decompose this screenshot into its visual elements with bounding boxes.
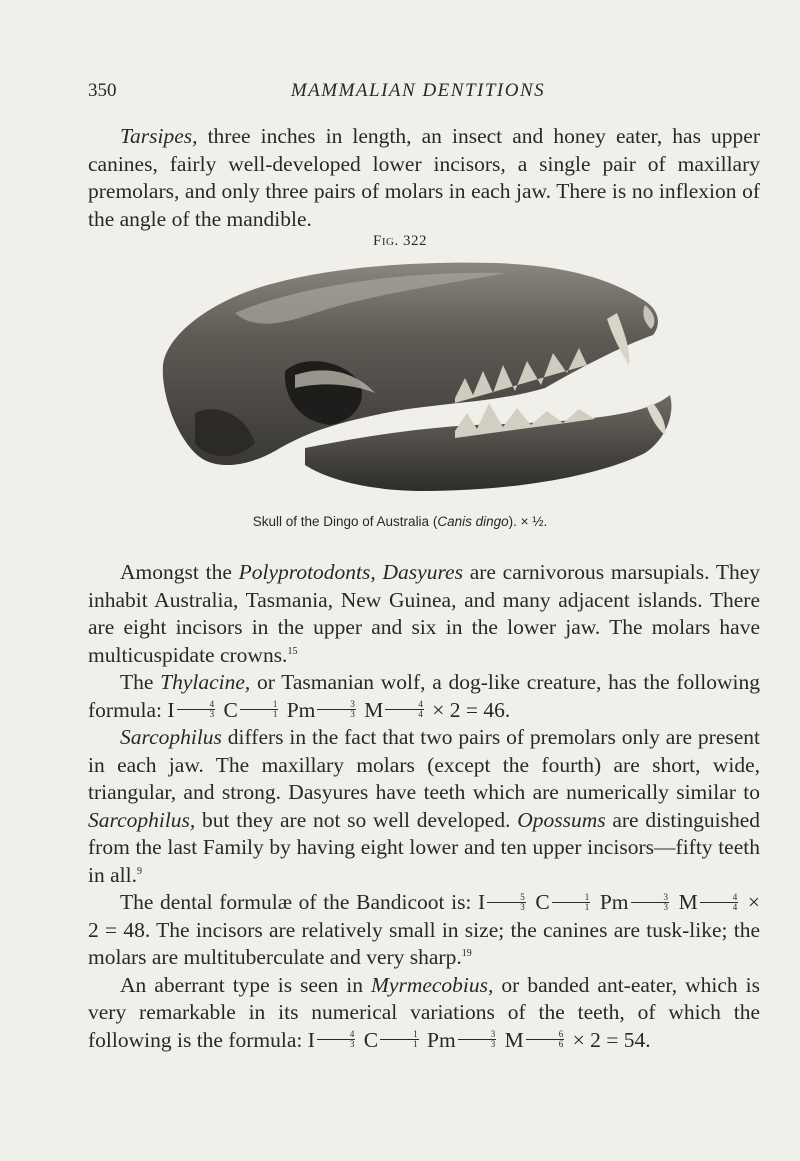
formula-lower: 3: [349, 1039, 355, 1050]
formula-lower: 3: [209, 709, 215, 720]
formula-lower: 4: [418, 709, 423, 720]
formula-canine-label: C: [535, 890, 550, 914]
formula-total: × 2 = 48.: [88, 890, 761, 942]
figure-label: Fig. 322: [373, 233, 427, 249]
formula-canine-label: C: [223, 697, 238, 722]
taxon-opossums: Opossums: [517, 807, 606, 832]
dental-formula: [167, 698, 510, 722]
text-run: Amongst the: [120, 560, 239, 584]
formula-lower: 3: [520, 901, 525, 912]
formula-premolar-label: Pm: [427, 1027, 456, 1052]
formula-lower: 1: [413, 1039, 418, 1050]
formula-lower: 3: [490, 1039, 496, 1050]
formula-fraction: [552, 893, 591, 912]
taxon-myrmecobius: Myrmecobius,: [371, 972, 494, 997]
formula-incisor-label: I: [478, 890, 486, 914]
paragraph-polyprotodonts: [88, 559, 760, 669]
formula-lower: 3: [663, 901, 668, 912]
formula-premolar-label: Pm: [599, 890, 629, 914]
text-run: differs in the fact that two pairs of premolars only are present in each jaw. The maxillary molars (except the fourth) are short, wide, triangular, and strong. Dasyures have teeth which are numerically similar to: [88, 725, 760, 804]
formula-fraction: [526, 1030, 565, 1049]
formula-lower: 1: [584, 901, 590, 912]
formula-upper: 3: [631, 893, 670, 903]
formula-fraction: [631, 893, 670, 912]
caption-text-1: Skull of the Dingo of Australia (: [252, 514, 438, 529]
formula-premolar-label: Pm: [286, 697, 316, 722]
formula-lower: 1: [272, 709, 278, 720]
running-header: [88, 80, 748, 110]
formula-fraction: [177, 700, 216, 719]
formula-upper: 6: [526, 1030, 565, 1040]
taxon-polyprotodonts: Polyprotodonts, Dasyures: [238, 560, 463, 584]
formula-canine-label: C: [363, 1027, 379, 1052]
formula-fraction: [458, 1030, 497, 1049]
taxon-thylacine: Thylacine,: [160, 670, 251, 694]
text-run: or Tasmanian wolf, a dog-like creature, has the following formula:: [88, 670, 760, 722]
intro-text: three inches in length, an insect and honey eater, has upper canines, fairly well-developed lower incisors, a single pair of maxillary premolars, and only three pairs of molars in each jaw. There is no inflexion of the angle of the mandible.: [88, 124, 760, 231]
footnote-ref: 19: [461, 947, 472, 959]
formula-lower: 4: [732, 901, 738, 912]
paragraph-thylacine: [88, 669, 760, 724]
text-run: The: [120, 670, 161, 694]
formula-lower: 3: [350, 709, 355, 720]
formula-upper: 4: [700, 893, 739, 903]
formula-molar-label: M: [364, 697, 384, 722]
formula-upper: 3: [317, 700, 356, 710]
formula-fraction: [317, 700, 356, 719]
formula-upper: 4: [177, 700, 216, 710]
formula-upper: 1: [240, 700, 279, 710]
formula-fraction: [385, 700, 424, 719]
formula-upper: 4: [385, 700, 424, 710]
taxon-sarcophilus: Sarcophilus,: [88, 807, 196, 832]
formula-lower: 6: [558, 1039, 564, 1050]
formula-upper: 3: [458, 1030, 497, 1040]
text-run: are distinguished from the last Family by having eight lower and ten upper incisors—fifty teeth in all.: [88, 807, 760, 887]
text-run: The incisors are relatively small in size; the canines are tusk-like; the molars are multituberculate and very sharp.: [88, 917, 760, 969]
formula-total: × 2 = 46.: [432, 697, 511, 722]
page-number: 350: [88, 80, 117, 101]
taxon-tarsipes: Tarsipes,: [120, 124, 198, 148]
formula-fraction: [317, 1030, 356, 1049]
taxon-sarcophilus: Sarcophilus: [120, 725, 222, 749]
text-run: but they are not so well developed.: [195, 807, 518, 832]
footnote-ref: 9: [136, 865, 142, 877]
caption-species: Canis dingo: [437, 514, 509, 529]
main-text: [88, 559, 760, 1054]
formula-upper: 1: [552, 893, 591, 903]
formula-incisor-label: I: [167, 697, 175, 722]
paragraph-sarcophilus: [88, 724, 760, 889]
formula-upper: 4: [317, 1030, 356, 1040]
figure-caption: [0, 514, 800, 529]
text-run: An aberrant type is seen in: [120, 972, 371, 997]
formula-upper: 1: [380, 1030, 419, 1040]
formula-fraction: [240, 700, 279, 719]
text-run: The dental formulæ of the Bandicoot is:: [120, 890, 479, 914]
text-run: are carnivorous marsupials. They inhabit Australia, Tasmania, New Guinea, and many adjacent islands. There are eight incisors in the upper and six in the lower jaw. The molars have multicuspidate crowns.: [88, 560, 760, 667]
formula-fraction: [700, 893, 739, 912]
intro-paragraph: [88, 123, 760, 233]
text-run: or banded ant-eater, which is very remarkable in its numerical variations of the teeth, of which the following is the formula:: [88, 972, 760, 1052]
formula-fraction: [380, 1030, 419, 1049]
paragraph-myrmecobius: [88, 972, 760, 1055]
formula-upper: 5: [487, 893, 526, 903]
formula-incisor-label: I: [307, 1027, 315, 1052]
dental-formula: [308, 1028, 651, 1052]
paragraph-bandicoot: [88, 889, 760, 972]
footnote-ref: 15: [287, 645, 298, 657]
formula-fraction: [487, 893, 526, 912]
caption-text-2: ). × ½.: [508, 514, 548, 529]
formula-molar-label: M: [678, 890, 698, 914]
dingo-skull-illustration: [155, 253, 683, 503]
formula-molar-label: M: [504, 1027, 524, 1052]
formula-total: × 2 = 54.: [572, 1027, 651, 1052]
running-title: MAMMALIAN DENTITIONS: [290, 80, 546, 101]
